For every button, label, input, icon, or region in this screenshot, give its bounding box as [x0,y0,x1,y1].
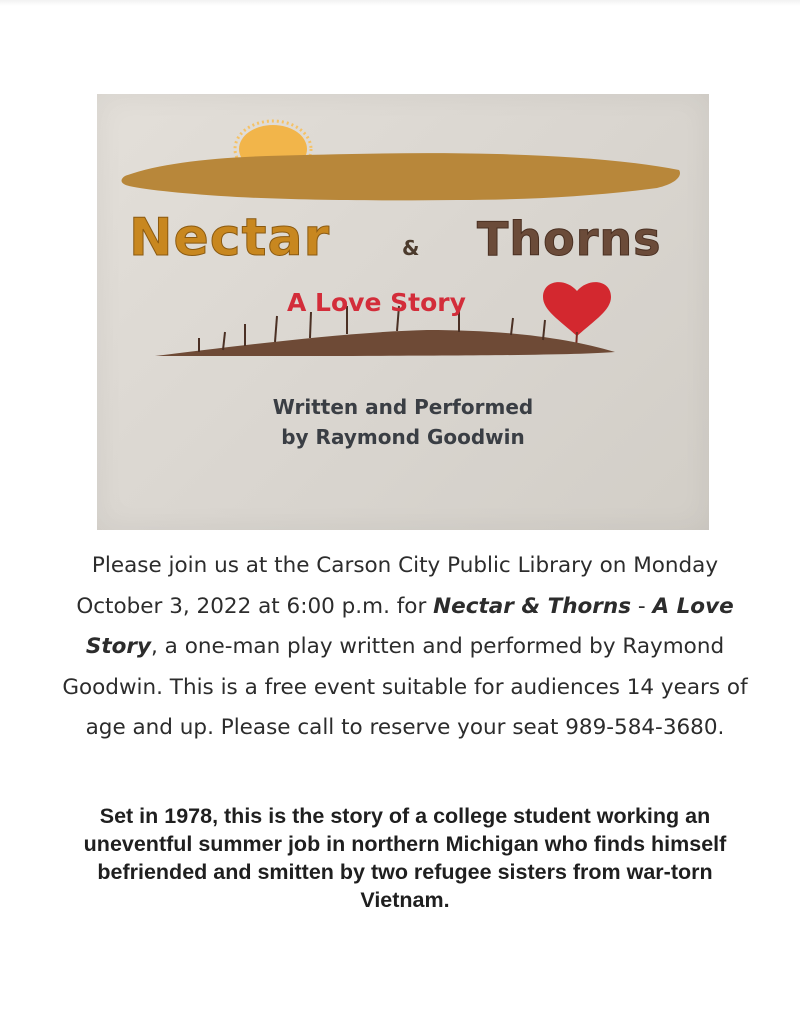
credit-line-2: by Raymond Goodwin [281,425,525,449]
page-top-edge [0,0,800,6]
play-synopsis: Set in 1978, this is the story of a college student working an uneventful summer job in northern Michigan who finds himself befriended and smitten by two refugee sisters from war-torn Vietnam. [83,804,727,912]
event-description [60,546,750,749]
poster-subtitle: A Love Story [287,288,466,317]
intro-dash: - [631,593,653,619]
heart-icon [543,282,611,336]
poster-image [97,94,709,530]
intro-title-nectar: Nectar & Thorns [433,593,632,619]
poster-title-thorns: Thorns [477,212,662,266]
intro-title-story: A Love Story [85,593,734,659]
poster-title-ampersand: & [402,236,420,260]
credit-line-1: Written and Performed [272,395,534,419]
poster-credits [97,392,709,452]
poster-title-nectar: Nectar [129,208,331,268]
cloud-icon [122,153,680,200]
intro-text-part2: , a one-man play written and performed by Raymond Goodwin. This is a free event suitable for audiences 14 years of age and up. Please call to reserve your seat 989-584-3680. [62,634,748,740]
intro-text-part1: Please join us at the Carson City Public Library on Monday October 3, 2022 at 6:00 p.m. for [76,553,719,619]
